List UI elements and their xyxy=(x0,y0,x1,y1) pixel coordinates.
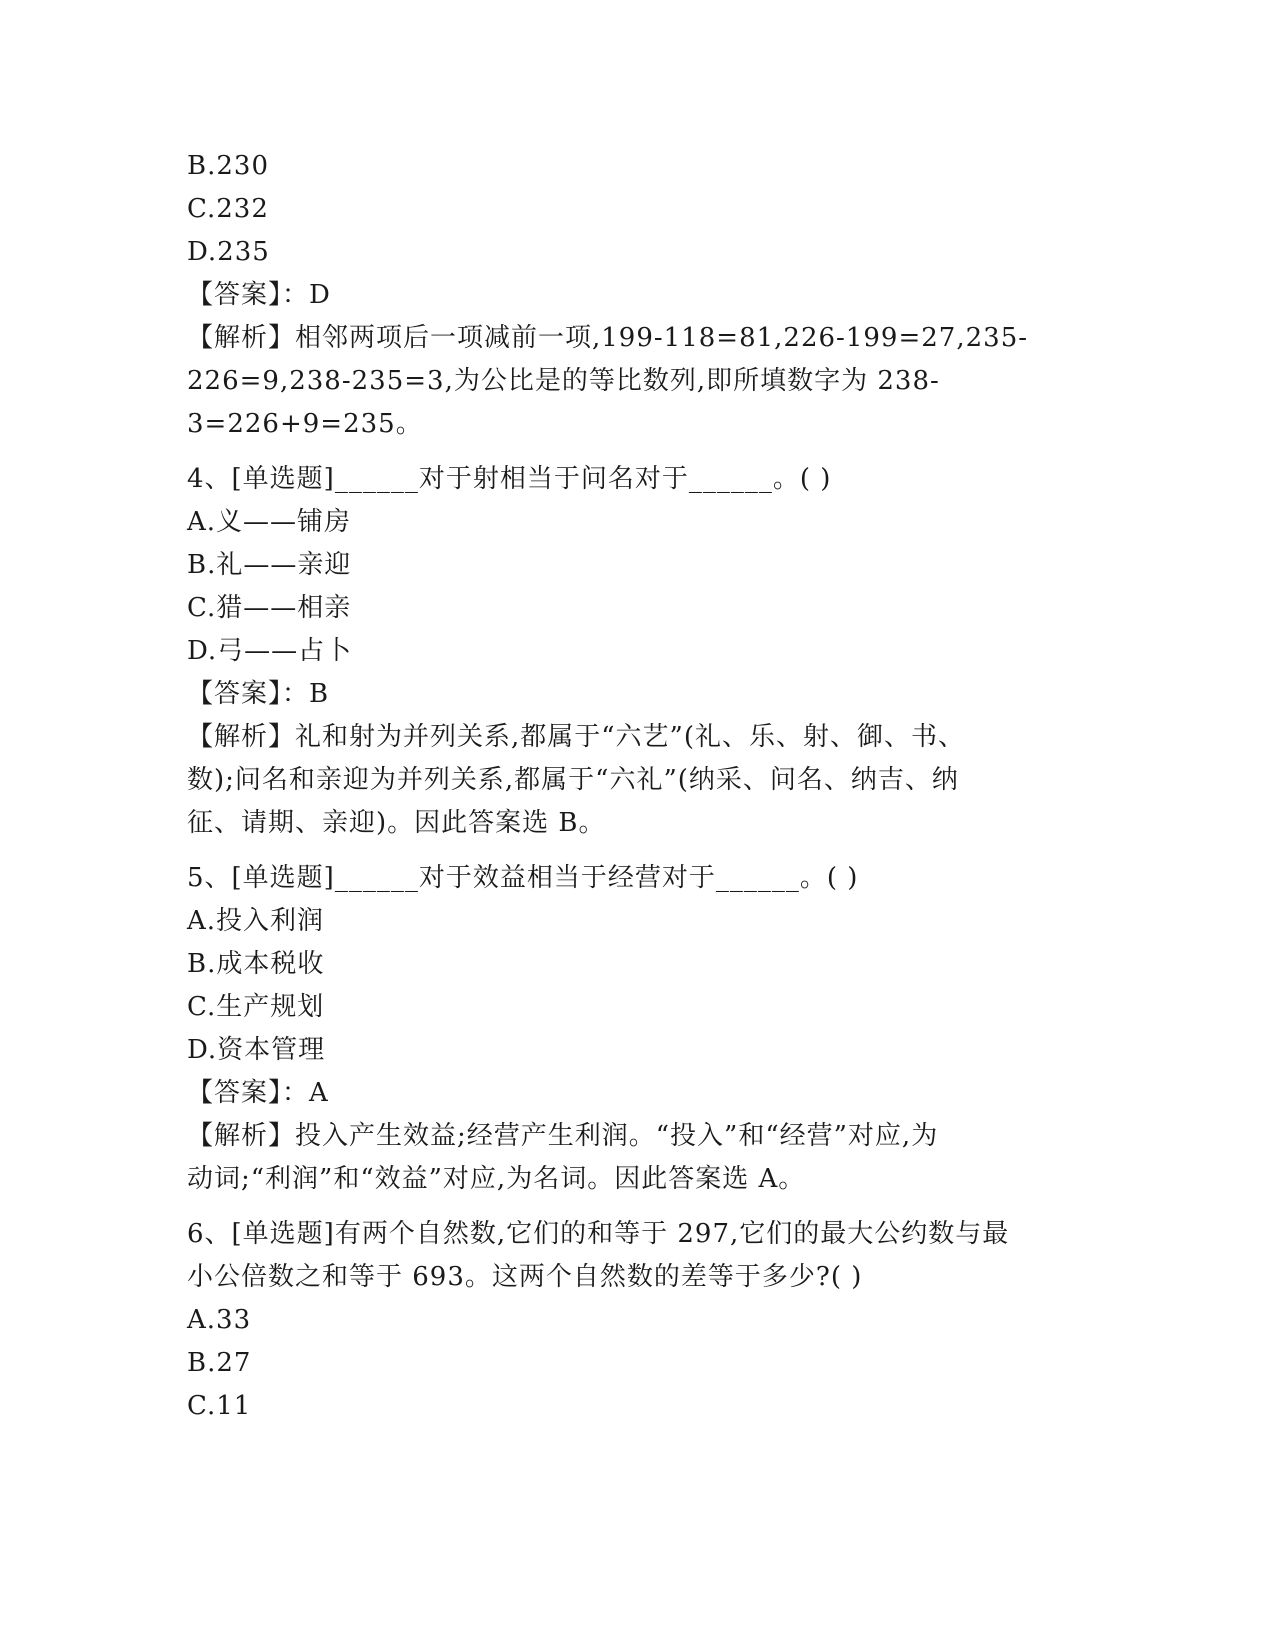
analysis-line: 动词;“利润”和“效益”对应,为名词。因此答案选 A。 xyxy=(187,1164,806,1194)
option-d: D.弓——占卜 xyxy=(187,636,353,666)
question-5 xyxy=(187,857,1087,1201)
answer: 【答案】：B xyxy=(187,679,330,709)
analysis-line: 征、请期、亲迎)。因此答案选 B。 xyxy=(187,808,606,838)
question-text: 5、[单选题]______对于效益相当于经营对于______。( ) xyxy=(187,863,859,893)
question-4 xyxy=(187,458,1087,845)
analysis-line: 【解析】相邻两项后一项减前一项,199-118=81,226-199=27,235- xyxy=(187,323,1029,353)
question-text: 6、[单选题]有两个自然数,它们的和等于 297,它们的最大公约数与最 xyxy=(187,1219,1010,1249)
question-6 xyxy=(187,1213,1087,1428)
option-b: B.礼——亲迎 xyxy=(187,550,352,580)
option-a: A.义——铺房 xyxy=(187,507,352,537)
answer: 【答案】：A xyxy=(187,1078,329,1108)
analysis-line: 226=9,238-235=3,为公比是的等比数列,即所填数字为 238- xyxy=(187,366,940,396)
option-d: D.235 xyxy=(187,237,270,267)
document-page xyxy=(187,145,1087,1428)
option-c: C.232 xyxy=(187,194,269,224)
question-text: 小公倍数之和等于 693。这两个自然数的差等于多少?( ) xyxy=(187,1262,863,1292)
option-c: C.11 xyxy=(187,1391,252,1421)
answer: 【答案】：D xyxy=(187,280,331,310)
question-text: 4、[单选题]______对于射相当于问名对于______。( ) xyxy=(187,464,832,494)
option-c: C.猎——相亲 xyxy=(187,593,352,623)
analysis-line: 3=226+9=235。 xyxy=(187,409,423,439)
analysis-line: 【解析】礼和射为并列关系,都属于“六艺”(礼、乐、射、御、书、 xyxy=(187,722,965,752)
analysis-line: 【解析】投入产生效益;经营产生利润。“投入”和“经营”对应,为 xyxy=(187,1121,939,1151)
option-c: C.生产规划 xyxy=(187,992,325,1022)
option-b: B.27 xyxy=(187,1348,252,1378)
question-3-remainder xyxy=(187,145,1087,446)
option-b: B.230 xyxy=(187,151,269,181)
option-a: A.投入利润 xyxy=(187,906,325,936)
option-d: D.资本管理 xyxy=(187,1035,326,1065)
option-b: B.成本税收 xyxy=(187,949,325,979)
analysis-line: 数);问名和亲迎为并列关系,都属于“六礼”(纳采、问名、纳吉、纳 xyxy=(187,765,959,795)
option-a: A.33 xyxy=(187,1305,252,1335)
